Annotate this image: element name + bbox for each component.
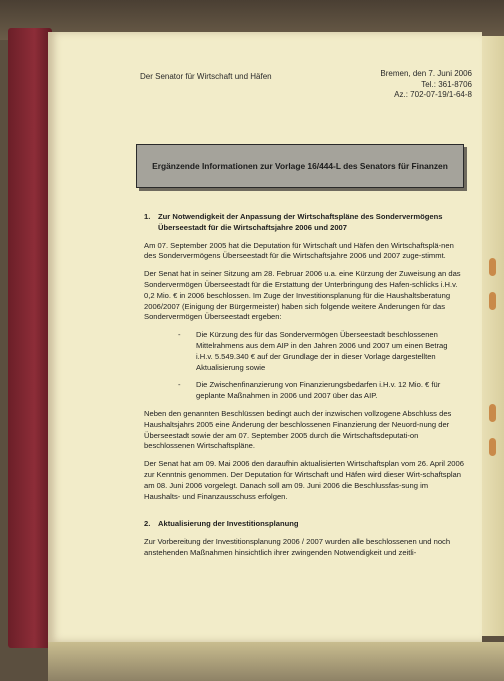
paragraph: Der Senat hat in seiner Sitzung am 28. Februar 2006 u.a. eine Kürzung der Zuweisung an das Sondervermögen Überseestadt für die Erstattung der Unterbringung des Hafen-schlicks i.H.v. 0,2 Mio. € in 2006 beschlossen. Im Zuge der Investitionsplanung für die Haushaltsberatung 2006/2007 (Einigung der Bürgermeister) haben sich folgende weitere Änderungen für das Sondervermögen Überseestadt ergeben: — [144, 269, 461, 322]
page-stack-bottom — [48, 642, 504, 681]
place-date: Bremen, den 7. Juni 2006 — [380, 69, 472, 78]
document-body — [144, 212, 464, 566]
bullet-dash: - — [178, 330, 181, 340]
page-stack-edge — [482, 36, 504, 636]
paragraph: Am 07. September 2005 hat die Deputation für Wirtschaft und Häfen den Wirtschaftsplä-nen des Sondervermögens Überseestadt für die Wirtschaftsjahre 2006 und 2007 zuge-stimmt. — [144, 240, 454, 261]
section-heading — [144, 212, 464, 234]
paragraph: Neben den genannten Beschlüssen bedingt auch der inzwischen vollzogene Abschluss des Haushaltsjahrs 2005 eine Änderung der beschlossenen Finanzierung der Neuord-nung der Überseestadt sowie der am 07. September 2005 durch die Wirtschaftsdeputati-on beschlossenen Wirtschaftspläne. — [144, 408, 452, 451]
binder-cover — [8, 28, 52, 648]
reference-number: Az.: 702-07-19/1-64-8 — [394, 90, 472, 99]
punch-hole-icon — [489, 438, 496, 456]
section-heading-text: Zur Notwendigkeit der Anpassung der Wirtschaftspläne des Sondervermögens Überseestadt für die Wirtschaftsjahre 2006 und 2007 — [158, 212, 443, 232]
list-item — [178, 330, 464, 373]
sender-name: Der Senator für Wirtschaft und Häfen — [140, 72, 272, 81]
punch-hole-icon — [489, 404, 496, 422]
list-item-text: Die Zwischenfinanzierung von Finanzierungsbedarfen i.H.v. 12 Mio. € für geplante Maßnahmen in 2006 und 2007 über das AIP. — [196, 380, 441, 401]
section-number: 2. — [144, 519, 151, 529]
punch-hole-icon — [489, 292, 496, 310]
title-box — [136, 144, 464, 188]
paragraph: Zur Vorbereitung der Investitionsplanung 2006 / 2007 wurden alle beschlossenen und noch anstehenden Maßnahmen hinsichtlich ihrer zwingenden Notwendigkeit und zeitli- — [144, 537, 451, 557]
section-number: 1. — [144, 212, 151, 221]
bullet-dash: - — [178, 380, 181, 390]
section-heading — [144, 519, 464, 530]
paragraph: Der Senat hat am 09. Mai 2006 den daraufhin aktualisierten Wirtschaftsplan vom 26. April 2006 zur Kenntnis genommen. Der Deputation für Wirtschaft und Häfen wird dieser Wirt-schaftsplan am 08. Juni 2006 vorgelegt. Danach soll am 09. Juni 2006 die Beschlussfas-sung im Haushalts- und Finanzausschuss erfolgen. — [144, 459, 464, 501]
list-item — [178, 380, 464, 402]
list-item-text: Die Kürzung des für das Sondervermögen Überseestadt beschlossenen Mittelrahmens aus dem AIP in den Jahren 2006 und 2007 um einen Betrag i.H.v. 5.549.340 € auf der Grundlage der in dieser Vorlage dargestellten Aktualisierung sowie — [196, 330, 448, 372]
punch-hole-icon — [489, 258, 496, 276]
letter-meta — [380, 69, 472, 101]
section-heading-text: Aktualisierung der Investitionsplanung — [158, 519, 299, 529]
phone-number: Tel.: 361-8706 — [421, 79, 472, 89]
document-title: Ergänzende Informationen zur Vorlage 16/444-L des Senators für Finanzen — [152, 161, 448, 171]
